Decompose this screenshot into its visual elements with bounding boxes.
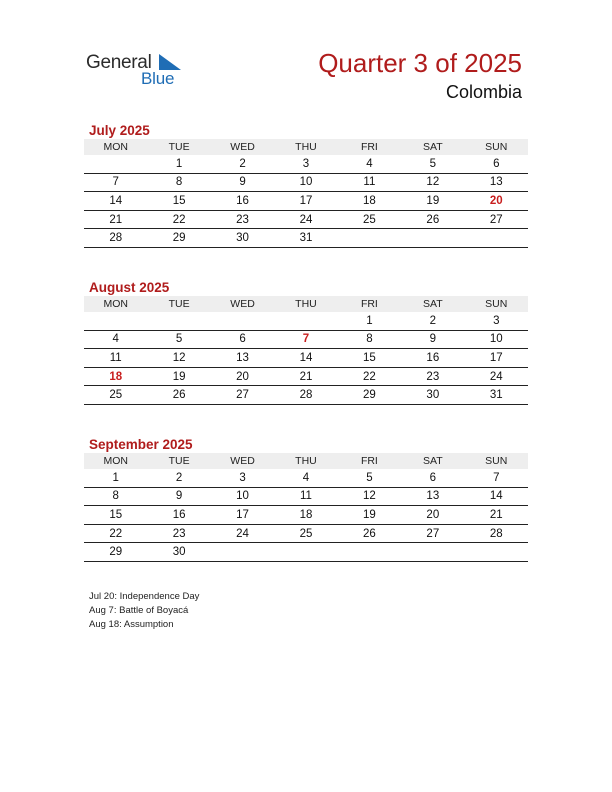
month-title: September 2025 — [89, 437, 193, 452]
day-cell: 10 — [274, 173, 337, 192]
holiday-day-cell: 20 — [465, 192, 528, 211]
day-cell: 12 — [401, 173, 464, 192]
week-row — [84, 229, 528, 248]
day-cell: 15 — [338, 349, 401, 368]
weekday-label: THU — [274, 139, 337, 155]
week-row — [84, 192, 528, 211]
weekday-label: SUN — [465, 296, 528, 312]
day-cell — [338, 543, 401, 562]
day-cell — [84, 155, 147, 173]
weekday-label: FRI — [338, 139, 401, 155]
weekday-label: SAT — [401, 296, 464, 312]
day-cell: 29 — [338, 386, 401, 405]
weekday-label: SAT — [401, 453, 464, 469]
day-cell: 19 — [147, 367, 210, 386]
day-cell: 9 — [147, 487, 210, 506]
day-cell: 21 — [84, 210, 147, 229]
day-cell: 7 — [84, 173, 147, 192]
day-cell: 24 — [465, 367, 528, 386]
weekday-label: MON — [84, 296, 147, 312]
week-row — [84, 312, 528, 330]
day-cell: 20 — [401, 506, 464, 525]
calendar-grid — [84, 453, 528, 562]
day-cell: 31 — [465, 386, 528, 405]
day-cell: 25 — [84, 386, 147, 405]
day-cell: 28 — [84, 229, 147, 248]
day-cell: 14 — [84, 192, 147, 211]
day-cell — [465, 229, 528, 248]
week-row — [84, 487, 528, 506]
day-cell — [274, 312, 337, 330]
day-cell: 11 — [274, 487, 337, 506]
day-cell: 5 — [147, 330, 210, 349]
day-cell — [338, 229, 401, 248]
week-row — [84, 524, 528, 543]
weekday-label: FRI — [338, 296, 401, 312]
calendar-grid — [84, 296, 528, 405]
holiday-day-cell: 7 — [274, 330, 337, 349]
day-cell: 3 — [465, 312, 528, 330]
calendar-grid — [84, 139, 528, 248]
day-cell: 10 — [465, 330, 528, 349]
day-cell: 27 — [211, 386, 274, 405]
day-cell: 23 — [147, 524, 210, 543]
holiday-notes — [89, 590, 199, 632]
day-cell: 23 — [211, 210, 274, 229]
day-cell — [401, 229, 464, 248]
day-cell: 21 — [465, 506, 528, 525]
day-cell — [401, 543, 464, 562]
day-cell: 1 — [338, 312, 401, 330]
day-cell: 12 — [338, 487, 401, 506]
day-cell: 30 — [147, 543, 210, 562]
day-cell: 8 — [147, 173, 210, 192]
week-row — [84, 173, 528, 192]
weekday-label: SUN — [465, 139, 528, 155]
day-cell: 19 — [401, 192, 464, 211]
weekday-label: MON — [84, 139, 147, 155]
weekday-label: FRI — [338, 453, 401, 469]
day-cell — [274, 543, 337, 562]
month-calendar-september — [84, 436, 528, 562]
country-name: Colombia — [445, 82, 522, 102]
weekday-label: TUE — [147, 296, 210, 312]
day-cell: 29 — [147, 229, 210, 248]
day-cell: 24 — [274, 210, 337, 229]
weekday-label: WED — [211, 296, 274, 312]
weekday-label: THU — [274, 453, 337, 469]
holiday-note: Aug 18: Assumption — [89, 619, 174, 630]
day-cell: 24 — [211, 524, 274, 543]
day-cell: 31 — [274, 229, 337, 248]
logo-word-general: General — [86, 52, 152, 73]
holiday-note: Aug 7: Battle of Boyacá — [89, 605, 189, 616]
week-row — [84, 386, 528, 405]
day-cell: 4 — [274, 469, 337, 487]
weekday-label: TUE — [147, 453, 210, 469]
weekday-label: WED — [211, 453, 274, 469]
week-row — [84, 155, 528, 173]
day-cell: 8 — [84, 487, 147, 506]
day-cell: 2 — [401, 312, 464, 330]
day-cell: 8 — [338, 330, 401, 349]
day-cell: 22 — [338, 367, 401, 386]
day-cell: 4 — [84, 330, 147, 349]
day-cell: 20 — [211, 367, 274, 386]
day-cell: 11 — [338, 173, 401, 192]
month-calendar-august — [84, 279, 528, 405]
day-cell: 3 — [211, 469, 274, 487]
day-cell: 6 — [211, 330, 274, 349]
day-cell: 4 — [338, 155, 401, 173]
day-cell: 3 — [274, 155, 337, 173]
day-cell: 5 — [338, 469, 401, 487]
day-cell: 30 — [211, 229, 274, 248]
week-row — [84, 367, 528, 386]
day-cell: 1 — [147, 155, 210, 173]
brand-logo — [86, 50, 196, 90]
day-cell: 7 — [465, 469, 528, 487]
day-cell: 27 — [465, 210, 528, 229]
page-title: Quarter 3 of 2025 — [318, 48, 522, 78]
day-cell: 25 — [338, 210, 401, 229]
week-row — [84, 210, 528, 229]
day-cell: 15 — [84, 506, 147, 525]
day-cell: 16 — [401, 349, 464, 368]
weekday-label: SAT — [401, 139, 464, 155]
day-cell: 17 — [465, 349, 528, 368]
day-cell: 10 — [211, 487, 274, 506]
weekday-header-row — [84, 296, 528, 312]
weekday-header-row — [84, 453, 528, 469]
week-row — [84, 543, 528, 562]
day-cell: 22 — [147, 210, 210, 229]
weekday-label: THU — [274, 296, 337, 312]
day-cell: 14 — [465, 487, 528, 506]
day-cell: 17 — [274, 192, 337, 211]
day-cell: 11 — [84, 349, 147, 368]
weekday-label: SUN — [465, 453, 528, 469]
week-row — [84, 330, 528, 349]
day-cell: 18 — [274, 506, 337, 525]
day-cell: 15 — [147, 192, 210, 211]
month-calendar-july — [84, 122, 528, 248]
day-cell — [465, 543, 528, 562]
day-cell: 16 — [147, 506, 210, 525]
holiday-note: Jul 20: Independence Day — [89, 591, 200, 602]
day-cell: 30 — [401, 386, 464, 405]
day-cell: 16 — [211, 192, 274, 211]
day-cell: 9 — [211, 173, 274, 192]
day-cell: 6 — [465, 155, 528, 173]
day-cell: 26 — [338, 524, 401, 543]
day-cell: 1 — [84, 469, 147, 487]
day-cell — [84, 312, 147, 330]
week-row — [84, 349, 528, 368]
day-cell: 29 — [84, 543, 147, 562]
day-cell: 13 — [211, 349, 274, 368]
day-cell: 26 — [147, 386, 210, 405]
flag-icon — [159, 54, 181, 70]
month-title: July 2025 — [89, 123, 150, 138]
day-cell: 27 — [401, 524, 464, 543]
day-cell: 9 — [401, 330, 464, 349]
day-cell: 2 — [147, 469, 210, 487]
day-cell: 13 — [401, 487, 464, 506]
day-cell: 21 — [274, 367, 337, 386]
holiday-day-cell: 18 — [84, 367, 147, 386]
day-cell: 13 — [465, 173, 528, 192]
day-cell: 18 — [338, 192, 401, 211]
day-cell: 28 — [465, 524, 528, 543]
day-cell: 12 — [147, 349, 210, 368]
day-cell: 28 — [274, 386, 337, 405]
day-cell — [147, 312, 210, 330]
day-cell: 25 — [274, 524, 337, 543]
weekday-label: MON — [84, 453, 147, 469]
day-cell: 22 — [84, 524, 147, 543]
logo-word-blue: Blue — [141, 69, 175, 88]
weekday-label: WED — [211, 139, 274, 155]
day-cell — [211, 312, 274, 330]
weekday-header-row — [84, 139, 528, 155]
day-cell: 23 — [401, 367, 464, 386]
week-row — [84, 469, 528, 487]
day-cell: 6 — [401, 469, 464, 487]
month-title: August 2025 — [89, 280, 170, 295]
day-cell: 26 — [401, 210, 464, 229]
weekday-label: TUE — [147, 139, 210, 155]
day-cell: 2 — [211, 155, 274, 173]
day-cell — [211, 543, 274, 562]
day-cell: 19 — [338, 506, 401, 525]
day-cell: 14 — [274, 349, 337, 368]
day-cell: 5 — [401, 155, 464, 173]
week-row — [84, 506, 528, 525]
day-cell: 17 — [211, 506, 274, 525]
